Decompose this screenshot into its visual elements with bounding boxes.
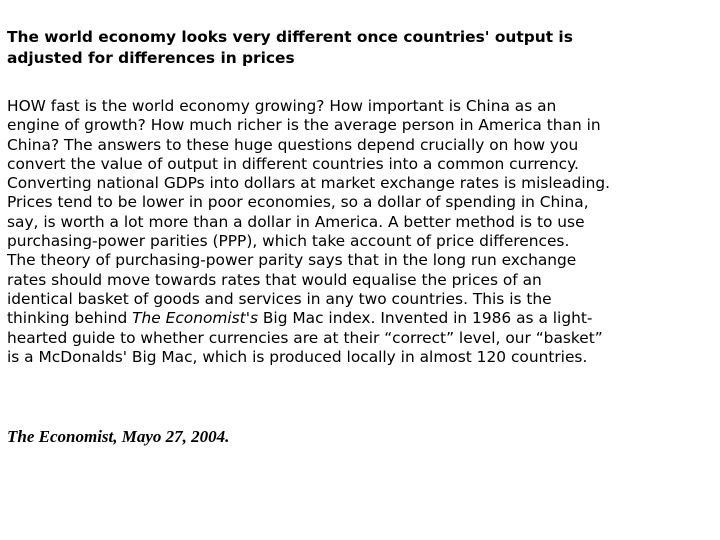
body-line: engine of growth? How much richer is the average person in America than in bbox=[7, 116, 601, 135]
body-line: convert the value of output in different countries into a common currency. bbox=[7, 154, 579, 173]
article-headline bbox=[7, 27, 707, 69]
body-line bbox=[7, 309, 719, 328]
body-line: is a McDonalds' Big Mac, which is produced locally in almost 120 countries. bbox=[7, 347, 588, 366]
source-citation: The Economist, Mayo 27, 2004. bbox=[7, 427, 230, 446]
body-line-text: Big Mac index. Invented in 1986 as a light- bbox=[257, 309, 593, 328]
publication-name: The Economist's bbox=[132, 309, 258, 328]
body-line: China? The answers to these huge questions depend crucially on how you bbox=[7, 135, 579, 154]
headline-line-1: The world economy looks very different once countries' output is bbox=[7, 28, 573, 46]
body-line: Converting national GDPs into dollars at market exchange rates is misleading. bbox=[7, 174, 611, 193]
body-line: Prices tend to be lower in poor economies, so a dollar of spending in China, bbox=[7, 193, 589, 212]
body-line: HOW fast is the world economy growing? How important is China as an bbox=[7, 97, 557, 115]
body-line: hearted guide to whether currencies are at their “correct” level, our “basket” bbox=[7, 328, 603, 347]
body-line: say, is worth a lot more than a dollar in America. A better method is to use bbox=[7, 212, 585, 231]
headline-line-2: adjusted for differences in prices bbox=[7, 49, 295, 67]
article-body bbox=[7, 97, 719, 367]
body-line-text: thinking behind bbox=[7, 309, 133, 328]
body-line: identical basket of goods and services in any two countries. This is the bbox=[7, 289, 552, 308]
body-line: purchasing-power parities (PPP), which take account of price differences. bbox=[7, 232, 570, 251]
body-line: rates should move towards rates that would equalise the prices of an bbox=[7, 270, 542, 289]
body-line: The theory of purchasing-power parity says that in the long run exchange bbox=[7, 251, 577, 270]
